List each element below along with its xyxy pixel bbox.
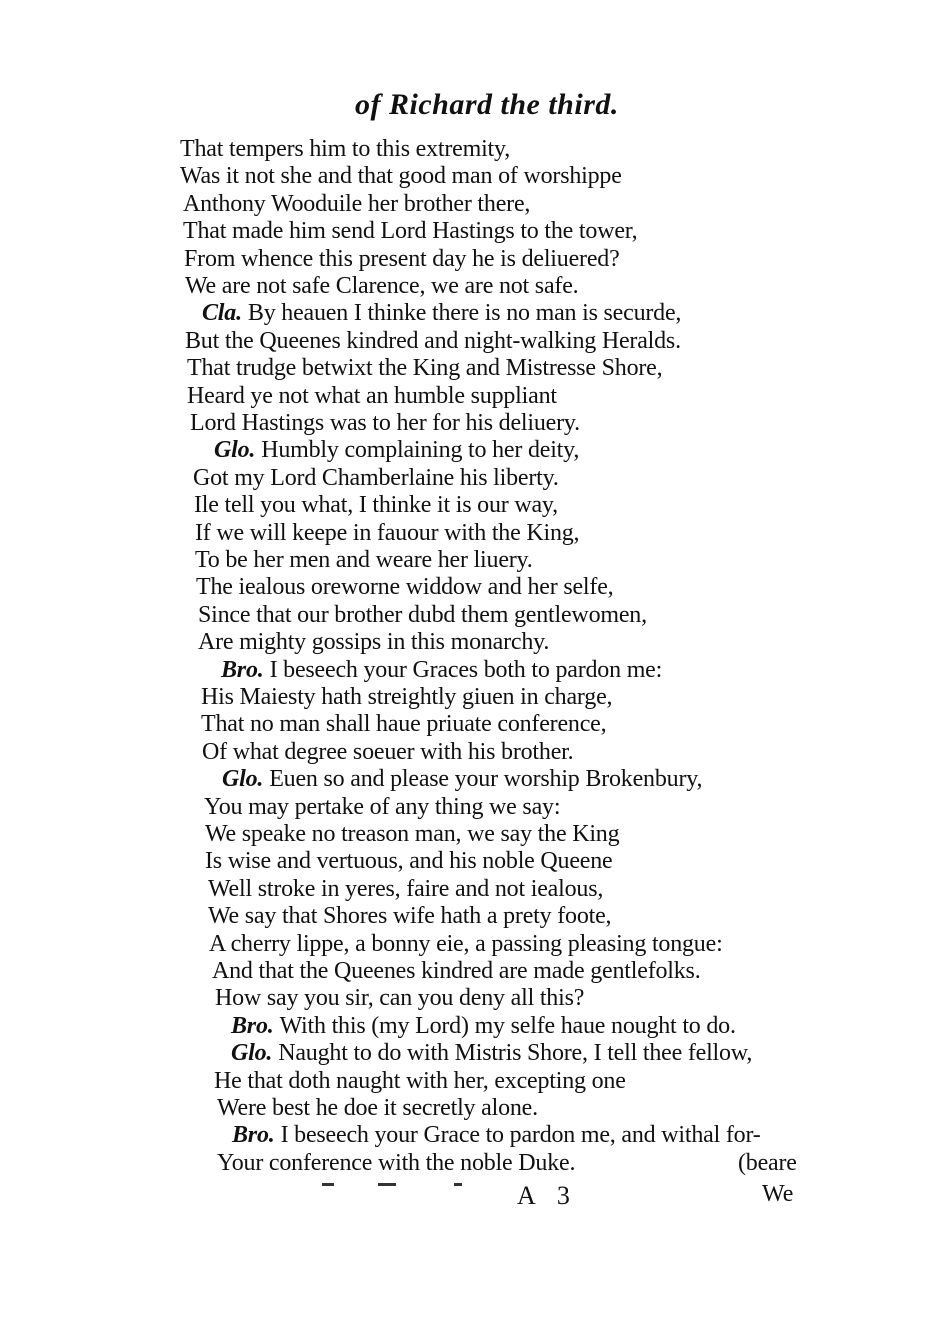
line-text: The iealous oreworne widdow and her selfe, <box>196 574 614 601</box>
speaker-prefix: Glo. <box>231 1040 273 1067</box>
signature-mark: A 3 <box>517 1181 578 1210</box>
line-text: That no man shall haue priuate conference, <box>201 711 607 738</box>
text-line <box>217 1149 575 1177</box>
text-line <box>208 875 603 903</box>
text-line <box>190 409 580 437</box>
line-text: To be her men and weare her liuery. <box>195 547 533 573</box>
text-line <box>180 135 510 163</box>
line-text: He that doth naught with her, excepting one <box>214 1067 626 1094</box>
text-line <box>202 299 681 327</box>
text-line <box>212 957 701 985</box>
line-text: Ile tell you what, I thinke it is our way, <box>194 492 558 519</box>
line-text: Got my Lord Chamberlaine his liberty. <box>193 464 559 491</box>
text-line <box>195 546 533 574</box>
line-text: By heauen I thinke there is no man is securde, <box>247 300 682 327</box>
text-line <box>204 793 560 821</box>
text-line <box>193 464 559 492</box>
line-text: I beseech your Grace to pardon me, and withal for- <box>280 1122 761 1149</box>
print-mark <box>378 1183 396 1186</box>
line-text: If we will keepe in fauour with the King, <box>195 519 580 546</box>
text-line <box>185 327 681 355</box>
line-text: You may pertake of any thing we say: <box>204 793 561 820</box>
line-text: Heard ye not what an humble suppliant <box>187 382 557 409</box>
line-text: Lord Hastings was to her for his deliuery. <box>190 410 580 436</box>
line-text: With this (my Lord) my selfe haue nought to do. <box>279 1012 736 1039</box>
line-text: Was it not she and that good man of worshippe <box>180 163 622 190</box>
line-text: How say you sir, can you deny all this? <box>215 985 585 1012</box>
text-line <box>205 847 613 875</box>
text-line <box>232 1121 761 1149</box>
text-line <box>187 354 662 382</box>
line-text: Are mighty gossips in this monarchy. <box>198 629 550 656</box>
line-text: And that the Queenes kindred are made gentlefolks. <box>212 958 701 984</box>
line-text: Of what degree soeuer with his brother. <box>202 738 574 765</box>
speaker-prefix: Glo. <box>222 766 264 793</box>
text-line <box>180 162 622 190</box>
line-text: That trudge betwixt the King and Mistresse Shore, <box>187 355 663 382</box>
text-line <box>194 491 558 519</box>
text-line <box>198 628 549 656</box>
line-text: A cherry lippe, a bonny eie, a passing pleasing tongue: <box>209 930 723 957</box>
text-line <box>214 436 579 464</box>
text-line <box>208 902 611 930</box>
text-line <box>196 573 613 601</box>
line-text: Since that our brother dubd them gentlewomen, <box>198 601 647 628</box>
print-mark <box>454 1183 462 1186</box>
line-text: Your conference with the noble Duke. <box>217 1149 576 1176</box>
text-line <box>184 245 620 273</box>
line-text: We speake no treason man, we say the King <box>205 821 620 847</box>
text-line <box>231 1012 736 1040</box>
line-text: We say that Shores wife hath a prety foote, <box>208 903 612 930</box>
text-line <box>231 1039 752 1067</box>
line-text: His Maiesty hath streightly giuen in charge, <box>201 684 613 710</box>
line-text: From whence this present day he is deliuered? <box>184 245 620 272</box>
catchword: We <box>762 1181 794 1207</box>
text-line <box>222 765 702 793</box>
line-text: Is wise and vertuous, and his noble Queene <box>205 848 613 875</box>
line-text: Were best he doe it secretly alone. <box>217 1095 538 1121</box>
line-text: I beseech your Graces both to pardon me: <box>269 656 663 683</box>
text-line <box>209 930 723 958</box>
speaker-prefix: Bro. <box>221 656 264 683</box>
speaker-prefix: Cla. <box>202 300 242 327</box>
line-text: Humbly complaining to her deity, <box>261 437 580 464</box>
text-line <box>205 820 619 848</box>
text-line <box>185 272 578 300</box>
text-line <box>201 710 606 738</box>
line-text: Well stroke in yeres, faire and not iealous, <box>208 875 604 902</box>
speaker-prefix: Bro. <box>232 1122 275 1149</box>
text-line <box>198 601 647 629</box>
text-line <box>202 738 573 766</box>
line-text: Euen so and please your worship Brokenbury, <box>269 766 703 793</box>
text-line <box>221 656 662 684</box>
running-head: of Richard the third. <box>355 88 619 121</box>
text-line <box>183 190 530 218</box>
text-line <box>183 217 637 245</box>
line-text: We are not safe Clarence, we are not safe. <box>185 273 579 299</box>
line-text: But the Queenes kindred and night-walking Heralds. <box>185 327 681 354</box>
text-line <box>217 1094 538 1122</box>
speaker-prefix: Glo. <box>214 437 256 464</box>
text-line <box>214 1067 626 1095</box>
turnover-word: (beare <box>738 1149 797 1176</box>
line-text: Naught to do with Mistris Shore, I tell thee fellow, <box>278 1040 753 1067</box>
text-line <box>187 382 557 410</box>
line-text: That tempers him to this extremity, <box>180 136 511 162</box>
line-text: Anthony Wooduile her brother there, <box>183 190 531 217</box>
speaker-prefix: Bro. <box>231 1012 274 1039</box>
line-text: That made him send Lord Hastings to the tower, <box>183 218 638 245</box>
print-mark <box>322 1183 334 1186</box>
text-line <box>215 984 584 1012</box>
text-line <box>201 683 612 711</box>
text-line <box>195 519 579 547</box>
